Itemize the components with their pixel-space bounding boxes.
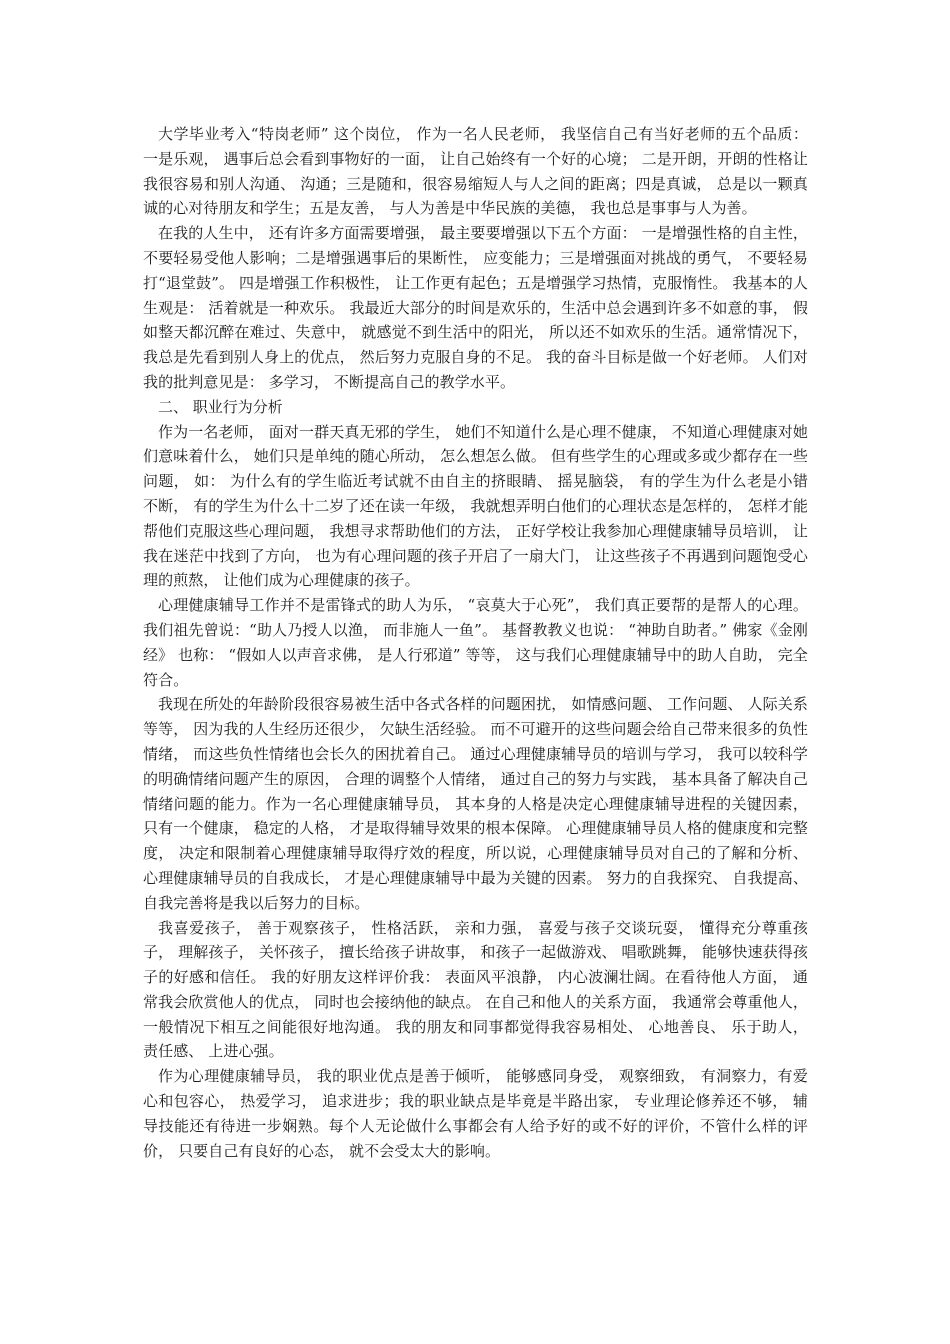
paragraph-age-problems: 我现在所处的年龄阶段很容易被生活中各式各样的问题困扰， 如情感问题、 工作问题、 人际关系等等， 因为我的人生经历还很少， 欠缺生活经验。 而不可避开的这些问题会给自己带来很多的负性情绪， 而这些负性情绪也会长久的困扰着自己。 通过心理健康辅导员的培训与学习， 我可以较科学的明确情绪问题产生的原因， 合理的调整个人情绪， 通过自己的努力与实践， 基本具备了解决自己情绪问题的能力。作为一名心理健康辅导员， 其本身的人格是决定心理健康辅导进程的关键因素， 只有一个健康， 稳定的人格， 才是取得辅导效果的根本保障。 心理健康辅导员人格的健康度和完整度， 决定和限制着心理健康辅导取得疗效的程度，所以说，心理健康辅导员对自己的了解和分析、 心理健康辅导员的自我成长， 才是心理健康辅导中最为关键的因素。 努力的自我探究、 自我提高、 自我完善将是我以后努力的目标。 bbox=[143, 695, 808, 912]
paragraph-improvements: 在我的人生中， 还有许多方面需要增强， 最主要要增强以下五个方面： 一是增强性格的自主性， 不要轻易受他人影响；二是增强遇事后的果断性， 应变能力；三是增强面对挑战的勇气， 不要轻易打“退堂鼓”。 四是增强工作积极性， 让工作更有起色；五是增强学习热情，克服惰性。 我基本的人生观是： 活着就是一种欢乐。 我最近大部分的时间是欢乐的，生活中总会遇到许多不如意的事， 假如整天都沉醉在难过、失意中， 就感觉不到生活中的阳光， 所以还不如欢乐的生活。通常情况下， 我总是先看到别人身上的优点， 然后努力克服自身的不足。 我的奋斗目标是做一个好老师。 人们对我的批判意见是： 多学习， 不断提高自己的教学水平。 bbox=[143, 224, 808, 391]
paragraph-teacher-students: 作为一名老师， 面对一群天真无邪的学生， 她们不知道什么是心理不健康， 不知道心理健康对她们意味着什么， 她们只是单纯的随心所动， 怎么想怎么做。 但有些学生的心理或多或少都存在一些问题， 如： 为什么有的学生临近考试就不由自主的挤眼睛、 摇晃脑袋， 有的学生为什么老是小错不断， 有的学生为什么十二岁了还在读一年级， 我就想弄明白他们的心理状态是怎样的， 怎样才能帮他们克服这些心理问题， 我想寻求帮助他们的方法， 正好学校让我参加心理健康辅导员培训， 让我在迷茫中找到了方向， 也为有心理问题的孩子开启了一扇大门， 让这些孩子不再遇到问题饱受心理的煎熬， 让他们成为心理健康的孩子。 bbox=[143, 422, 808, 590]
paragraph-strengths-weaknesses: 作为心理健康辅导员， 我的职业优点是善于倾听， 能够感同身受， 观察细致， 有洞察力，有爱心和包容心， 热爱学习， 追求进步；我的职业缺点是毕竟是半路出家， 专业理论修养还不够， 辅导技能还有待进一步娴熟。每个人无论做什么事都会有人给予好的或不好的评价，不管什么样的评价， 只要自己有良好的心态， 就不会受太大的影响。 bbox=[143, 1067, 808, 1160]
paragraph-counseling-work: 心理健康辅导工作并不是雷锋式的助人为乐， “哀莫大于心死”， 我们真正要帮的是帮人的心理。 我们祖先曾说：“助人乃授人以渔， 而非施人一鱼”。 基督教教义也说： “神助自助者。” 佛家《金刚经》 也称： “假如人以声音求佛， 是人行邪道” 等等， 这与我们心理健康辅导中的助人自助， 完全符合。 bbox=[143, 596, 808, 689]
paragraph-love-children: 我喜爱孩子， 善于观察孩子， 性格活跃， 亲和力强， 喜爱与孩子交谈玩耍， 懂得充分尊重孩子， 理解孩子， 关怀孩子， 擅长给孩子讲故事， 和孩子一起做游戏、 唱歌跳舞， 能够快速获得孩子的好感和信任。 我的好朋友这样评价我： 表面风平浪静， 内心波澜壮阔。在看待他人方面， 通常我会欣赏他人的优点， 同时也会接纳他的缺点。 在自己和他人的关系方面， 我通常会尊重他人， 一般情况下相互之间能很好地沟通。 我的朋友和同事都觉得我容易相处、 心地善良、 乐于助人， 责任感、 上进心强。 bbox=[143, 918, 808, 1061]
paragraph-qualities: 大学毕业考入“特岗老师” 这个岗位， 作为一名人民老师， 我坚信自己有当好老师的五个品质： 一是乐观， 遇事后总会看到事物好的一面， 让自己始终有一个好的心境； 二是开朗，开朗的性格让我很容易和别人沟通、 沟通；三是随和，很容易缩短人与人之间的距离；四是真诚， 总是以一颗真诚的心对待朋友和学生；五是友善， 与人为善是中华民族的美德， 我也总是事事与人为善。 bbox=[143, 125, 808, 218]
document-page bbox=[143, 122, 808, 1163]
section-heading-career-behavior: 二、 职业行为分析 bbox=[158, 397, 283, 416]
